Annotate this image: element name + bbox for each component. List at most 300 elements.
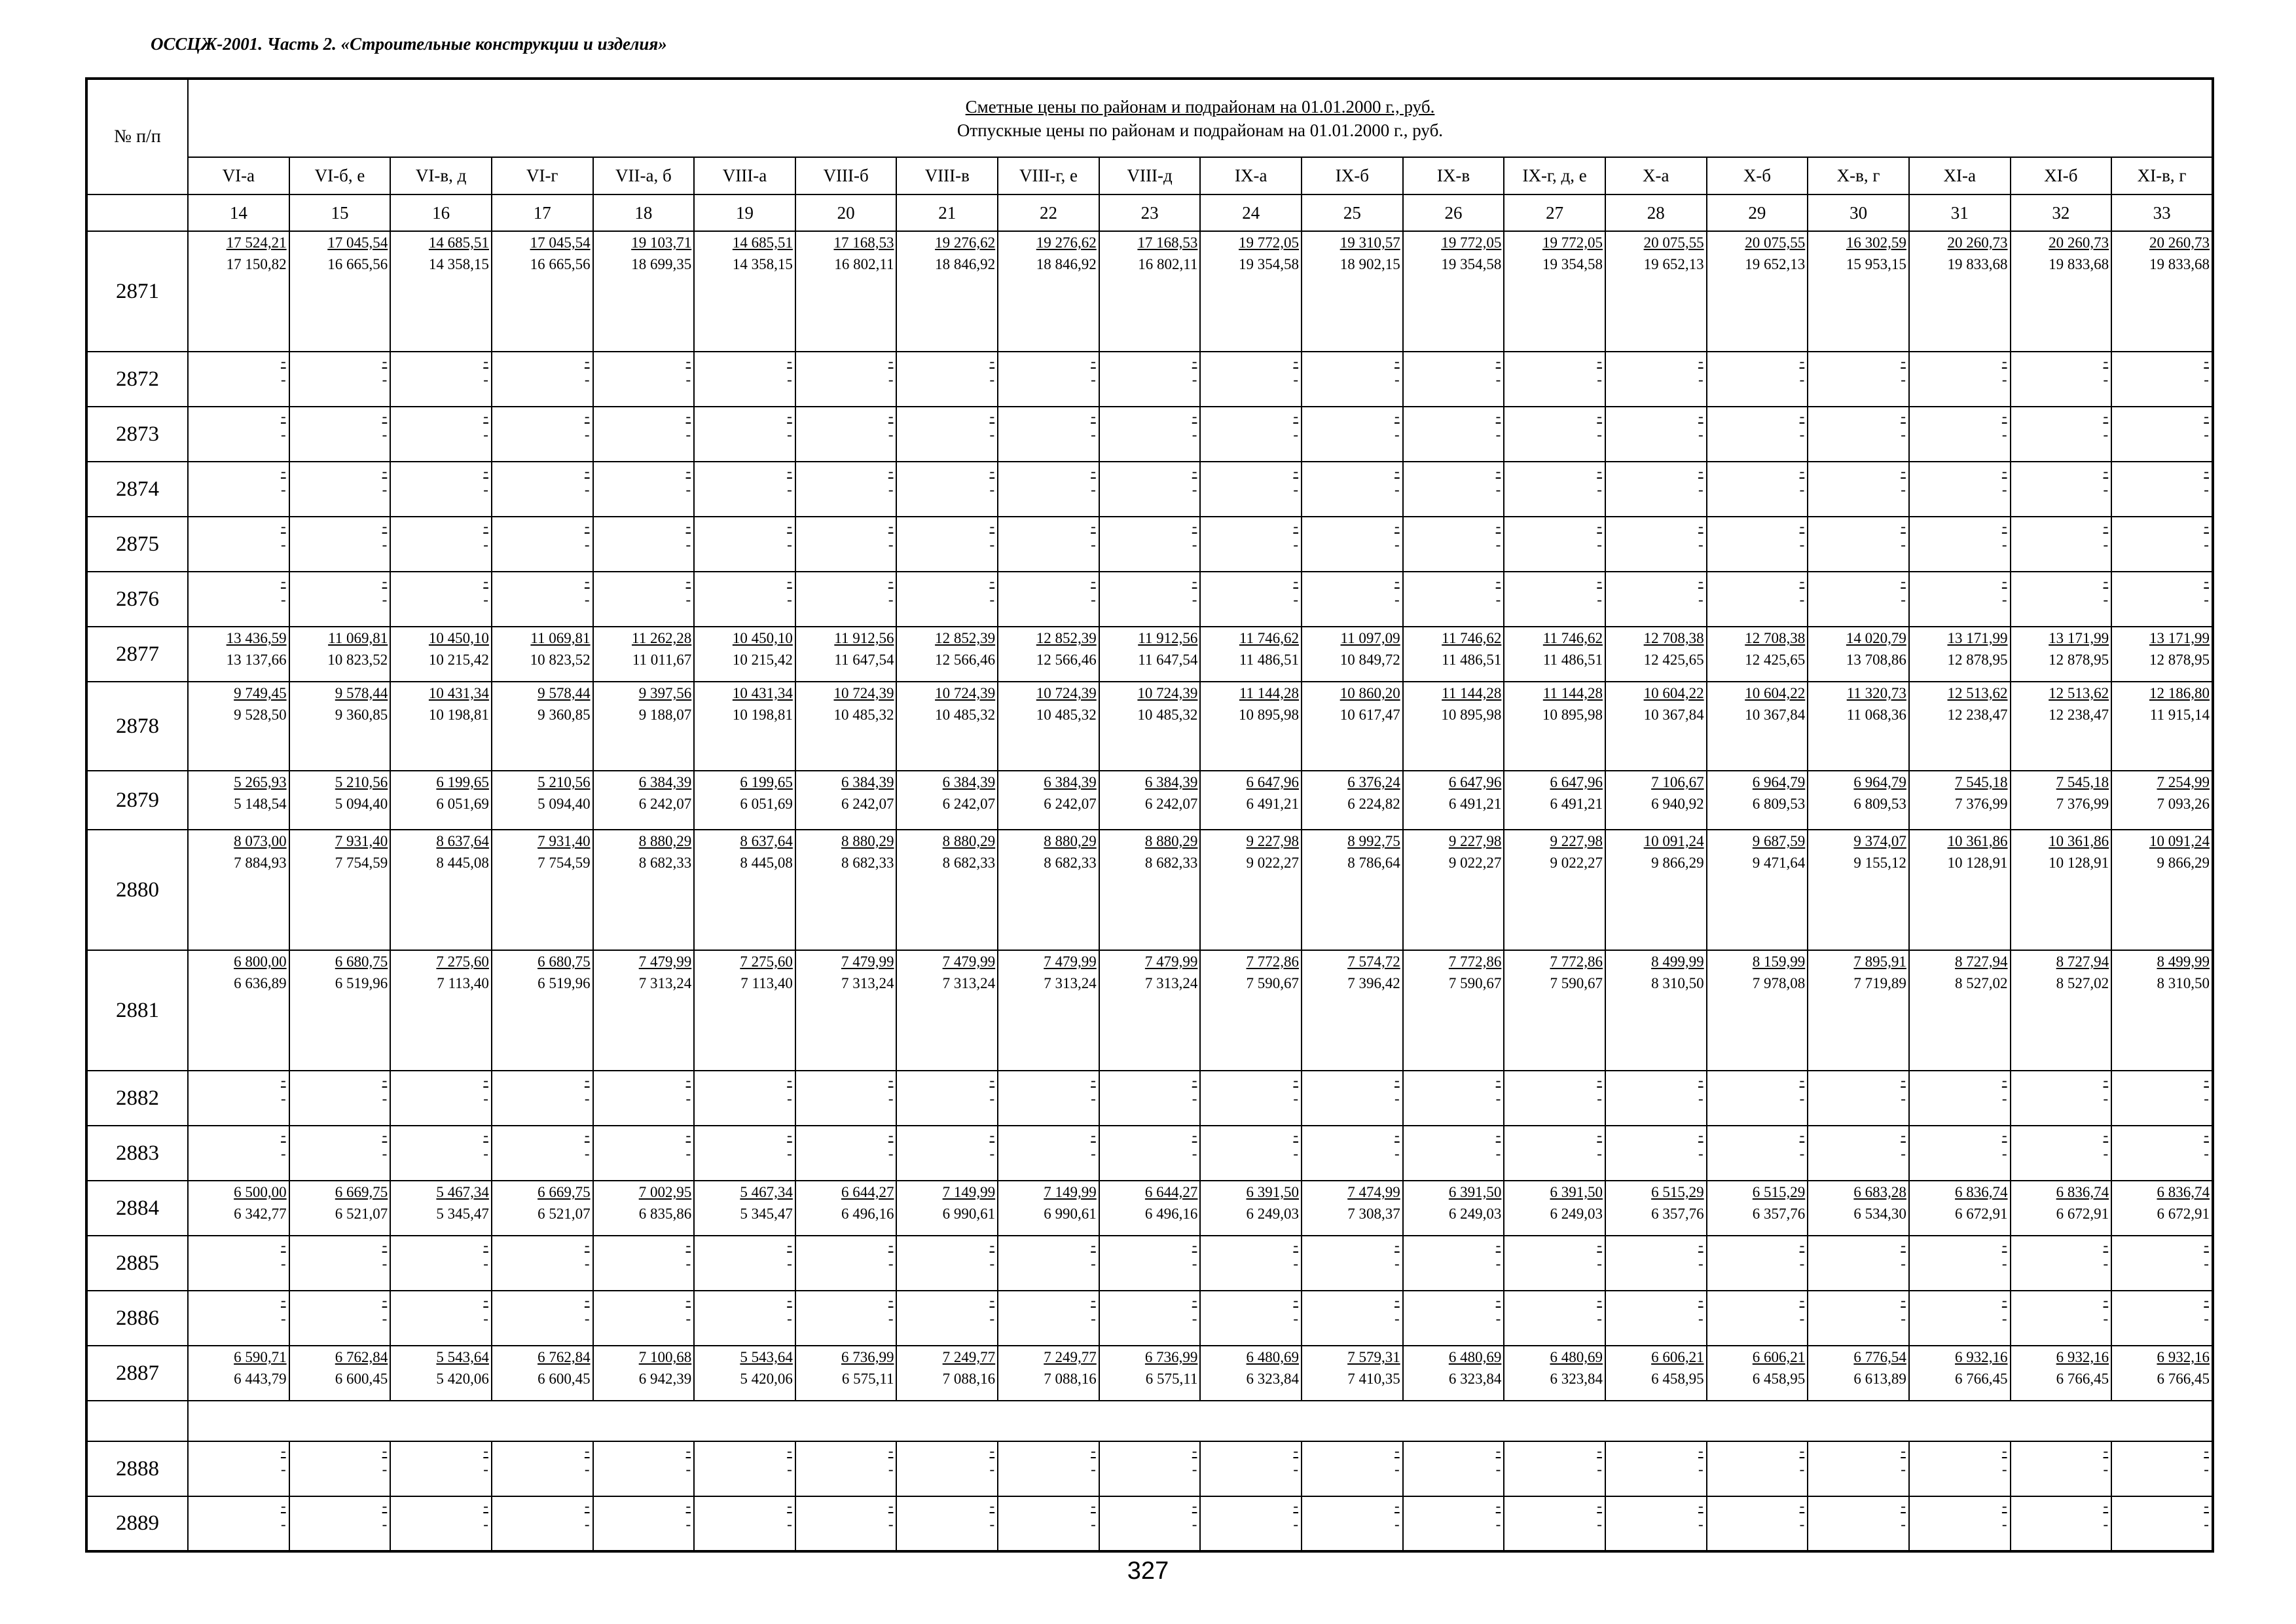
empty-price-cell <box>795 352 897 407</box>
empty-price-cell <box>289 1126 391 1181</box>
empty-price-cell <box>492 1496 593 1551</box>
empty-price-cell <box>1302 407 1403 462</box>
release-price: 11 486,51 <box>1239 652 1300 668</box>
dash-estimate: - <box>584 573 590 589</box>
dash-estimate: - <box>888 518 894 534</box>
empty-price-cell <box>1504 1071 1605 1126</box>
region-header: VIII-б <box>795 157 897 194</box>
dash-estimate: - <box>584 353 590 369</box>
price-cell <box>1302 682 1403 771</box>
column-number: 31 <box>1909 194 2011 231</box>
empty-price-cell <box>1605 1236 1707 1291</box>
dash-estimate: - <box>1293 1127 1299 1143</box>
dash-estimate: - <box>2103 408 2109 424</box>
price-cell <box>1808 627 1909 682</box>
estimate-price: 6 480,69 <box>1448 1349 1502 1365</box>
release-price: 6 249,03 <box>1246 1206 1300 1222</box>
estimate-price: 9 227,98 <box>1550 833 1603 849</box>
price-cell <box>998 830 1099 950</box>
dash-release: - <box>685 1310 691 1327</box>
empty-price-cell <box>492 1291 593 1346</box>
empty-price-cell <box>593 1291 695 1346</box>
estimate-price: 5 543,64 <box>740 1349 793 1365</box>
dash-estimate: - <box>483 518 488 534</box>
row-number: 2876 <box>86 572 188 627</box>
estimate-price: 17 168,53 <box>833 234 894 251</box>
release-price: 9 022,27 <box>1448 855 1502 871</box>
dash-release: - <box>1698 1255 1704 1272</box>
dash-estimate: - <box>685 463 691 479</box>
estimate-price: 6 590,71 <box>234 1349 287 1365</box>
release-price: 18 902,15 <box>1339 256 1400 272</box>
empty-price-cell <box>1302 1441 1403 1496</box>
empty-price-cell <box>998 352 1099 407</box>
empty-price-cell <box>1909 1236 2011 1291</box>
empty-price-cell <box>1504 1236 1605 1291</box>
release-price: 10 617,47 <box>1339 707 1400 723</box>
row-number: 2873 <box>86 407 188 462</box>
dash-estimate: - <box>2204 1292 2209 1308</box>
dash-estimate: - <box>1091 573 1096 589</box>
region-header: VI-б, е <box>289 157 391 194</box>
estimate-price: 11 262,28 <box>632 630 692 646</box>
row-number: 2889 <box>86 1496 188 1551</box>
empty-price-cell <box>1302 517 1403 572</box>
empty-price-cell <box>188 352 289 407</box>
estimate-price: 7 474,99 <box>1347 1184 1400 1200</box>
dash-estimate: - <box>2204 463 2209 479</box>
dash-release: - <box>1495 1090 1501 1107</box>
dash-estimate: - <box>1091 518 1096 534</box>
dash-release: - <box>483 371 488 388</box>
dash-release: - <box>1901 1310 1906 1327</box>
dash-estimate: - <box>1192 1498 1197 1514</box>
price-cell <box>390 830 492 950</box>
dash-estimate: - <box>685 1127 691 1143</box>
release-price: 10 849,72 <box>1339 652 1400 668</box>
empty-price-cell <box>188 517 289 572</box>
price-cell <box>1099 627 1201 682</box>
price-cell <box>2111 1346 2213 1401</box>
price-cell <box>896 682 998 771</box>
empty-price-cell <box>1200 1236 1302 1291</box>
estimate-price: 6 964,79 <box>1853 774 1906 790</box>
dash-estimate: - <box>1394 518 1400 534</box>
dash-estimate: - <box>989 1072 995 1088</box>
dash-estimate: - <box>685 1237 691 1253</box>
empty-price-cell <box>1200 1496 1302 1551</box>
dash-release: - <box>1394 1090 1400 1107</box>
estimate-price: 19 772,05 <box>1441 234 1502 251</box>
dash-estimate: - <box>2204 1072 2209 1088</box>
empty-price-cell <box>1200 1071 1302 1126</box>
release-price: 7 313,24 <box>638 975 692 991</box>
empty-price-cell <box>1403 517 1504 572</box>
release-price: 19 652,13 <box>1643 256 1704 272</box>
dash-release: - <box>2204 1516 2209 1532</box>
empty-price-cell <box>795 517 897 572</box>
dash-estimate: - <box>2001 573 2007 589</box>
dash-release: - <box>1597 1461 1602 1477</box>
empty-price-cell <box>593 462 695 517</box>
empty-price-cell <box>1808 1236 1909 1291</box>
estimate-price: 7 479,99 <box>1044 953 1097 970</box>
price-cell <box>896 1181 998 1236</box>
price-cell <box>289 682 391 771</box>
dash-release: - <box>1091 1090 1096 1107</box>
empty-price-cell <box>998 407 1099 462</box>
price-cell <box>188 830 289 950</box>
dash-release: - <box>483 1310 488 1327</box>
estimate-price: 6 384,39 <box>1144 774 1198 790</box>
table-row <box>86 462 2213 517</box>
release-price: 10 198,81 <box>732 707 793 723</box>
dash-estimate: - <box>382 353 388 369</box>
dash-estimate: - <box>584 1498 590 1514</box>
dash-release: - <box>382 371 388 388</box>
price-cell <box>593 830 695 950</box>
dash-release: - <box>1394 1516 1400 1532</box>
estimate-price: 12 513,62 <box>1947 685 2008 701</box>
empty-price-cell <box>1707 517 1808 572</box>
dash-release: - <box>280 1310 286 1327</box>
estimate-price: 6 762,84 <box>538 1349 591 1365</box>
dash-estimate: - <box>2001 1498 2007 1514</box>
dash-estimate: - <box>1597 1127 1602 1143</box>
dash-release: - <box>2103 1145 2109 1162</box>
release-price: 6 613,89 <box>1853 1371 1906 1387</box>
release-price: 11 011,67 <box>632 652 692 668</box>
dash-release: - <box>1495 1255 1501 1272</box>
release-prices-title: Отпускные цены по районам и подрайонам на 01.01.2000 г., руб. <box>957 120 1444 140</box>
table-row <box>86 1126 2213 1181</box>
region-header: VI-г <box>492 157 593 194</box>
dash-release: - <box>584 1516 590 1532</box>
dash-estimate: - <box>1597 518 1602 534</box>
dash-estimate: - <box>483 353 488 369</box>
release-price: 7 093,26 <box>2157 796 2210 812</box>
dash-release: - <box>1799 1310 1805 1327</box>
dash-release: - <box>1192 1090 1197 1107</box>
dash-release: - <box>685 426 691 443</box>
dash-estimate: - <box>2001 1292 2007 1308</box>
price-cell <box>795 830 897 950</box>
price-cell <box>2111 1181 2213 1236</box>
release-price: 6 534,30 <box>1853 1206 1906 1222</box>
table-row <box>86 1441 2213 1496</box>
dash-release: - <box>1091 1516 1096 1532</box>
release-price: 6 940,92 <box>1651 796 1704 812</box>
price-cell <box>2011 231 2112 352</box>
price-cell <box>896 771 998 830</box>
dash-release: - <box>989 1145 995 1162</box>
price-cell <box>1909 682 2011 771</box>
table-row <box>86 830 2213 950</box>
release-price: 6 672,91 <box>1955 1206 2008 1222</box>
estimate-price: 6 836,74 <box>2157 1184 2210 1200</box>
price-cell <box>694 950 795 1071</box>
dash-release: - <box>1901 1145 1906 1162</box>
release-price: 16 802,11 <box>1138 256 1198 272</box>
estimate-price: 10 361,86 <box>2049 833 2109 849</box>
empty-price-cell <box>492 1441 593 1496</box>
release-price: 7 719,89 <box>1853 975 1906 991</box>
price-cell <box>593 627 695 682</box>
price-cell <box>1909 830 2011 950</box>
dash-estimate: - <box>1799 463 1805 479</box>
price-cell <box>1200 682 1302 771</box>
dash-estimate: - <box>787 1072 792 1088</box>
empty-price-cell <box>1909 1441 2011 1496</box>
price-cell <box>1504 682 1605 771</box>
estimate-price: 10 450,10 <box>428 630 489 646</box>
empty-price-cell <box>896 1236 998 1291</box>
empty-price-cell <box>998 1441 1099 1496</box>
empty-price-cell <box>1808 1071 1909 1126</box>
dash-estimate: - <box>280 1292 286 1308</box>
dash-estimate: - <box>1091 1498 1096 1514</box>
price-cell <box>998 231 1099 352</box>
dash-estimate: - <box>1495 408 1501 424</box>
release-price: 6 242,07 <box>1144 796 1198 812</box>
price-cell <box>2011 771 2112 830</box>
dash-release: - <box>280 481 286 498</box>
empty-price-cell <box>1504 352 1605 407</box>
column-number: 18 <box>593 194 695 231</box>
release-price: 6 496,16 <box>1144 1206 1198 1222</box>
release-price: 6 519,96 <box>538 975 591 991</box>
release-price: 10 895,98 <box>1441 707 1502 723</box>
dash-release: - <box>1394 1255 1400 1272</box>
dash-release: - <box>280 1461 286 1477</box>
release-price: 11 647,54 <box>1138 652 1198 668</box>
release-price: 6 672,91 <box>2056 1206 2109 1222</box>
price-cell <box>1200 231 1302 352</box>
empty-price-cell <box>188 572 289 627</box>
empty-price-cell <box>795 1291 897 1346</box>
dash-release: - <box>2204 1145 2209 1162</box>
estimate-price: 6 836,74 <box>2056 1184 2109 1200</box>
dash-release: - <box>2103 426 2109 443</box>
dash-estimate: - <box>382 1072 388 1088</box>
release-price: 6 443,79 <box>234 1371 287 1387</box>
estimate-price: 12 186,80 <box>2149 685 2210 701</box>
empty-price-cell <box>998 1071 1099 1126</box>
dash-estimate: - <box>1799 573 1805 589</box>
dash-release: - <box>1799 371 1805 388</box>
release-price: 6 242,07 <box>1044 796 1097 812</box>
estimate-price: 6 515,29 <box>1752 1184 1806 1200</box>
empty-price-cell <box>1909 1071 2011 1126</box>
dash-release: - <box>2204 1255 2209 1272</box>
dash-estimate: - <box>1901 1072 1906 1088</box>
dash-release: - <box>888 1255 894 1272</box>
dash-estimate: - <box>1698 1237 1704 1253</box>
dash-release: - <box>1698 426 1704 443</box>
column-number: 24 <box>1200 194 1302 231</box>
dash-release: - <box>2001 591 2007 608</box>
empty-price-cell <box>289 352 391 407</box>
region-header: VI-в, д <box>390 157 492 194</box>
dash-estimate: - <box>888 1237 894 1253</box>
release-price: 6 575,11 <box>841 1371 894 1387</box>
dash-release: - <box>2001 1090 2007 1107</box>
table-row <box>86 950 2213 1071</box>
estimate-price: 6 647,96 <box>1448 774 1502 790</box>
empty-price-cell <box>2011 407 2112 462</box>
price-cell <box>1707 627 1808 682</box>
region-header: VIII-в <box>896 157 998 194</box>
release-price: 7 376,99 <box>2056 796 2109 812</box>
release-price: 13 708,86 <box>1846 652 1906 668</box>
empty-price-cell <box>289 462 391 517</box>
dash-estimate: - <box>1597 1072 1602 1088</box>
release-price: 19 354,58 <box>1239 256 1300 272</box>
empty-price-cell <box>2111 352 2213 407</box>
empty-price-cell <box>694 1496 795 1551</box>
price-cell <box>1200 1346 1302 1401</box>
table-row <box>86 1236 2213 1291</box>
estimate-price: 7 931,40 <box>538 833 591 849</box>
estimate-price: 9 749,45 <box>234 685 287 701</box>
dash-estimate: - <box>1799 1443 1805 1459</box>
price-cell <box>896 830 998 950</box>
release-price: 19 354,58 <box>1542 256 1603 272</box>
dash-release: - <box>989 536 995 553</box>
table-row <box>86 1071 2213 1126</box>
dash-release: - <box>1192 481 1197 498</box>
release-price: 10 485,32 <box>935 707 996 723</box>
estimate-price: 8 880,29 <box>942 833 996 849</box>
estimate-price: 13 436,59 <box>226 630 287 646</box>
empty-price-cell <box>593 572 695 627</box>
dash-estimate: - <box>989 1237 995 1253</box>
estimate-price: 6 606,21 <box>1752 1349 1806 1365</box>
price-cell <box>593 682 695 771</box>
empty-price-cell <box>390 517 492 572</box>
dash-release: - <box>1394 536 1400 553</box>
dash-release: - <box>989 591 995 608</box>
release-price: 18 846,92 <box>1036 256 1097 272</box>
price-cell <box>1909 231 2011 352</box>
table-row <box>86 231 2213 352</box>
price-cell <box>188 682 289 771</box>
release-price: 6 496,16 <box>841 1206 894 1222</box>
dash-estimate: - <box>787 1498 792 1514</box>
price-cell <box>1099 682 1201 771</box>
empty-price-cell <box>2111 407 2213 462</box>
price-cell <box>1808 830 1909 950</box>
empty-price-cell <box>1200 517 1302 572</box>
table-row <box>86 517 2213 572</box>
price-cell <box>2111 682 2213 771</box>
dash-release: - <box>280 1255 286 1272</box>
dash-release: - <box>2001 1516 2007 1532</box>
empty-price-cell <box>795 1441 897 1496</box>
dash-estimate: - <box>888 1072 894 1088</box>
row-number-header: № п/п <box>86 79 188 194</box>
price-cell <box>998 771 1099 830</box>
empty-price-cell <box>694 1236 795 1291</box>
estimate-price: 6 647,96 <box>1550 774 1603 790</box>
column-number: 15 <box>289 194 391 231</box>
price-cell <box>492 830 593 950</box>
price-cell <box>896 1346 998 1401</box>
dash-estimate: - <box>2001 353 2007 369</box>
dash-release: - <box>2103 371 2109 388</box>
release-price: 7 978,08 <box>1752 975 1806 991</box>
dash-release: - <box>787 1461 792 1477</box>
dash-release: - <box>685 1461 691 1477</box>
release-price: 5 345,47 <box>436 1206 489 1222</box>
release-price: 6 990,61 <box>942 1206 996 1222</box>
dash-release: - <box>584 426 590 443</box>
price-cell <box>492 950 593 1071</box>
price-cell <box>1707 950 1808 1071</box>
dash-release: - <box>382 426 388 443</box>
dash-estimate: - <box>1192 1127 1197 1143</box>
estimate-price: 7 149,99 <box>1044 1184 1097 1200</box>
dash-estimate: - <box>584 1072 590 1088</box>
dash-estimate: - <box>2103 518 2109 534</box>
price-cell <box>593 1181 695 1236</box>
dash-release: - <box>888 481 894 498</box>
dash-release: - <box>2103 481 2109 498</box>
price-cell <box>1302 231 1403 352</box>
dash-estimate: - <box>584 408 590 424</box>
estimate-price: 20 260,73 <box>2049 234 2109 251</box>
dash-release: - <box>787 591 792 608</box>
dash-estimate: - <box>888 1498 894 1514</box>
estimate-price: 6 480,69 <box>1246 1349 1300 1365</box>
release-price: 19 652,13 <box>1745 256 1806 272</box>
dash-release: - <box>685 1255 691 1272</box>
empty-price-cell <box>1605 407 1707 462</box>
empty-price-cell <box>1099 1071 1201 1126</box>
release-price: 6 521,07 <box>538 1206 591 1222</box>
dash-release: - <box>2001 371 2007 388</box>
dash-estimate: - <box>280 1072 286 1088</box>
dash-release: - <box>584 536 590 553</box>
release-price: 6 809,53 <box>1752 796 1806 812</box>
dash-release: - <box>1091 591 1096 608</box>
row-number: 2887 <box>86 1346 188 1401</box>
table-row <box>86 771 2213 830</box>
dash-release: - <box>2103 1461 2109 1477</box>
price-cell <box>1403 950 1504 1071</box>
row-number: 2886 <box>86 1291 188 1346</box>
dash-release: - <box>787 371 792 388</box>
estimate-price: 11 069,81 <box>530 630 591 646</box>
empty-price-cell <box>1302 1291 1403 1346</box>
dash-estimate: - <box>2204 1237 2209 1253</box>
empty-price-cell <box>188 1236 289 1291</box>
dash-estimate: - <box>989 1498 995 1514</box>
empty-price-cell <box>1504 572 1605 627</box>
estimate-price: 6 647,96 <box>1246 774 1300 790</box>
price-cell <box>1707 830 1808 950</box>
empty-price-cell <box>1808 352 1909 407</box>
empty-price-cell <box>1909 517 2011 572</box>
empty-price-cell <box>1808 1441 1909 1496</box>
empty-price-cell <box>795 1496 897 1551</box>
dash-estimate: - <box>382 1237 388 1253</box>
price-cell <box>289 627 391 682</box>
price-cell <box>896 231 998 352</box>
empty-price-cell <box>1403 1236 1504 1291</box>
price-cell <box>2011 627 2112 682</box>
dash-estimate: - <box>280 353 286 369</box>
